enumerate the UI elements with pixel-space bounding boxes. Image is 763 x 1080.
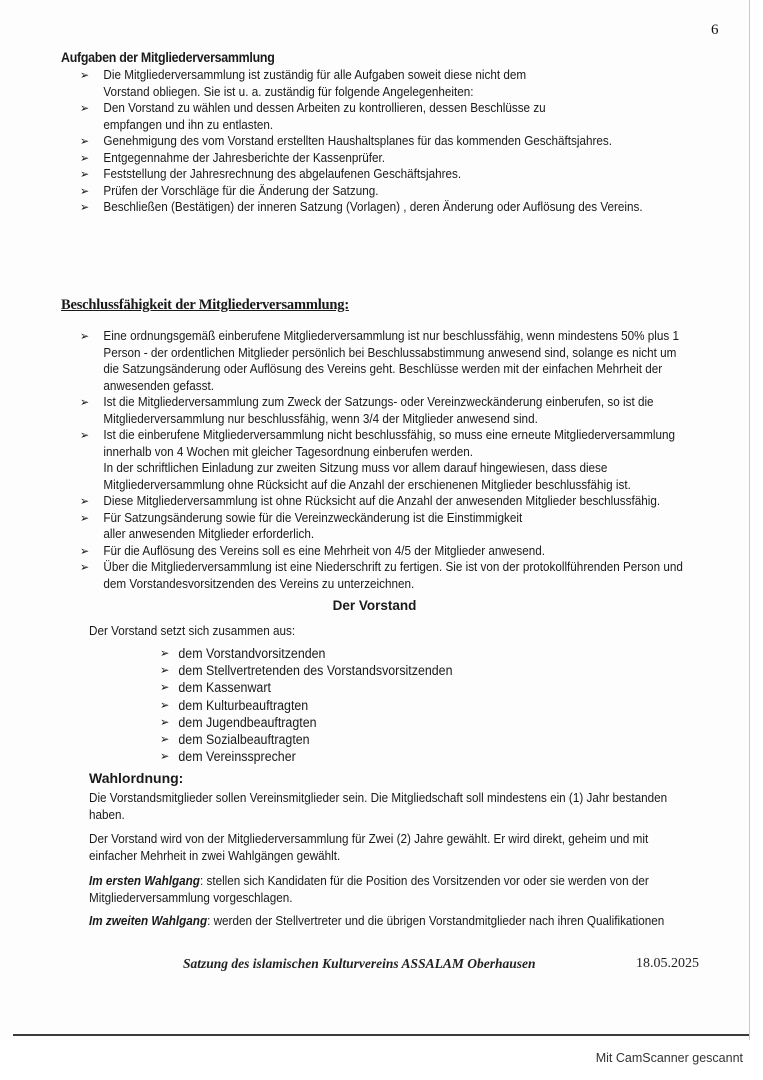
arrow-bullet-icon: ➢ <box>80 183 90 198</box>
arrow-bullet-icon: ➢ <box>160 663 170 678</box>
bullet-text-line: dem Vereinssprecher <box>178 749 296 765</box>
section-heading-tasks: Aufgaben der Mitgliederversammlung <box>61 50 275 65</box>
bullet-text-line: Eine ordnungsgemäß einberufene Mitgliederversammlung ist nur beschlussfähig, wenn mindestens 50% plus 1 <box>103 328 679 343</box>
bullet-text-line: Ist die Mitgliederversammlung zum Zweck der Satzungs- oder Vereinzweckänderung einberufen, so ist die <box>103 394 654 409</box>
bullet-item <box>80 100 643 133</box>
arrow-bullet-icon: ➢ <box>80 200 90 214</box>
footer-title: Satzung des islamischen Kulturvereins ASSALAM Oberhausen <box>183 956 536 971</box>
bullet-text-line: dem Sozialbeauftragten <box>178 732 310 748</box>
bullet-text-line: Vorstand obliegen. Sie ist u. a. zuständig für folgende Angelegenheiten: <box>103 83 474 99</box>
board-members-list <box>160 645 453 765</box>
section-heading-election: Wahlordnung: <box>89 770 184 786</box>
bullet-item <box>80 543 683 560</box>
bullet-text-line: Mitgliederversammlung ohne Rücksicht auf die Anzahl der erschienenen Mitglieder beschlussfähig ist. <box>103 476 631 492</box>
arrow-bullet-icon: ➢ <box>80 134 90 148</box>
bullet-text-line: Prüfen der Vorschläge für die Änderung der Satzung. <box>103 182 379 198</box>
arrow-bullet-icon: ➢ <box>80 329 90 343</box>
bullet-item <box>80 150 643 167</box>
bullet-text-line: In der schriftlichen Einladung zur zweiten Sitzung muss vor allem darauf hingewiesen, dass diese <box>103 460 608 475</box>
bullet-text-line: dem Kulturbeauftragten <box>178 697 309 713</box>
bullet-item <box>160 697 453 714</box>
bullet-text-line: Für Satzungsänderung sowie für die Vereinzweckänderung ist die Einstimmigkeit <box>103 509 523 525</box>
round-2-label: Im zweiten Wahlgang <box>89 913 208 928</box>
election-round-2: Im zweiten Wahlgang: werden der Stellvertreter und die übrigen Vorstandmitglieder nach ihren Qualifikationen <box>89 913 665 928</box>
bullet-item <box>160 662 453 679</box>
round-1-label: Im ersten Wahlgang <box>89 873 200 888</box>
bullet-text-line: Ist die einberufene Mitgliederversammlung nicht beschlussfähig, so muss eine erneute Mitgliederversammlung <box>103 427 676 442</box>
arrow-bullet-icon: ➢ <box>160 646 170 660</box>
arrow-bullet-icon: ➢ <box>80 428 90 442</box>
bullet-item <box>80 166 643 183</box>
page-number: 6 <box>711 22 719 38</box>
bullet-text-line: Genehmigung des vom Vorstand erstellten Haushaltsplanes für das kommenden Geschäftsjahres. <box>103 133 612 148</box>
tasks-list <box>80 67 643 216</box>
board-intro: Der Vorstand setzt sich zusammen aus: <box>89 623 296 638</box>
bullet-text-line: Mitgliederversammlung nur beschlussfähig, wenn 3/4 der Mitglieder anwesend sind. <box>103 410 538 426</box>
bullet-text-line: Feststellung der Jahresrechnung des abgelaufenen Geschäftsjahres. <box>103 166 462 181</box>
arrow-bullet-icon: ➢ <box>80 543 90 558</box>
footer-rule <box>13 1034 749 1036</box>
bullet-item <box>160 748 453 765</box>
election-round-1: Im ersten Wahlgang: stellen sich Kandidaten für die Position des Vorsitzenden vor oder sie werden von der Mitgliederversammlung vorgeschlagen. <box>89 873 649 905</box>
footer-date: 18.05.2025 <box>636 956 699 971</box>
bullet-text-line: Diese Mitgliederversammlung ist ohne Rücksicht auf die Anzahl der anwesenden Mitglieder beschlussfähig. <box>103 493 661 508</box>
arrow-bullet-icon: ➢ <box>160 749 170 764</box>
bullet-text-line: Beschließen (Bestätigen) der inneren Satzung (Vorlagen) , deren Änderung oder Auflösung des Vereins. <box>103 199 643 214</box>
bullet-item <box>80 67 643 100</box>
bullet-item <box>80 199 643 216</box>
bullet-text-line: dem Vorstandesvorsitzenden des Vereins zu unterzeichnen. <box>103 575 415 591</box>
bullet-item <box>80 133 643 150</box>
quorum-list <box>80 328 683 592</box>
camscanner-watermark: Mit CamScanner gescannt <box>595 1051 743 1065</box>
bullet-text-line: innerhalb von 4 Wochen mit gleicher Tagesordnung einberufen werden. <box>103 443 474 459</box>
bullet-text-line: Person - der ordentlichen Mitglieder persönlich bei Beschlussabstimmung anwesend sind, solange es nicht um <box>103 344 677 360</box>
bullet-text-line: Die Mitgliederversammlung ist zuständig für alle Aufgaben soweit diese nicht dem <box>103 67 527 82</box>
bullet-item <box>80 394 683 427</box>
bullet-item <box>160 645 453 662</box>
section-heading-board: Der Vorstand <box>332 598 417 613</box>
bullet-text-line: Für die Auflösung des Vereins soll es eine Mehrheit von 4/5 der Mitglieder anwesend. <box>103 542 546 558</box>
arrow-bullet-icon: ➢ <box>80 510 90 525</box>
bullet-text-line: Den Vorstand zu wählen und dessen Arbeiten zu kontrollieren, dessen Beschlüsse zu <box>103 100 546 115</box>
arrow-bullet-icon: ➢ <box>80 101 90 115</box>
arrow-bullet-icon: ➢ <box>80 68 90 82</box>
arrow-bullet-icon: ➢ <box>160 680 170 695</box>
section-heading-quorum: Beschlussfähigkeit der Mitgliederversammlung: <box>61 297 349 313</box>
bullet-text-line: dem Stellvertretenden des Vorstandsvorsitzenden <box>178 663 453 679</box>
arrow-bullet-icon: ➢ <box>160 714 170 729</box>
bullet-item <box>80 493 683 510</box>
bullet-item <box>160 731 453 748</box>
election-paragraph-2: Der Vorstand wird von der Mitgliederversammlung für Zwei (2) Jahre gewählt. Er wird direkt, geheim und mit einfacher Mehrheit in zwei Wahlgängen gewählt. <box>89 831 649 863</box>
bullet-item <box>80 183 643 200</box>
bullet-text-line: Entgegennahme der Jahresberichte der Kassenprüfer. <box>103 149 386 165</box>
bullet-text-line: dem Jugendbeauftragten <box>178 714 317 730</box>
arrow-bullet-icon: ➢ <box>80 167 90 181</box>
arrow-bullet-icon: ➢ <box>80 150 90 165</box>
bullet-item <box>80 559 683 592</box>
arrow-bullet-icon: ➢ <box>80 395 90 409</box>
arrow-bullet-icon: ➢ <box>80 494 90 508</box>
bullet-text-line: Über die Mitgliederversammlung ist eine Niederschrift zu fertigen. Sie ist von der protokollführenden Person und <box>103 559 683 574</box>
bullet-item <box>160 714 453 731</box>
bullet-text-line: empfangen und ihn zu entlasten. <box>103 116 274 132</box>
bullet-text-line: dem Kassenwart <box>178 680 271 696</box>
election-paragraph-1: Die Vorstandsmitglieder sollen Vereinsmitglieder sein. Die Mitgliedschaft soll mindestens ein (1) Jahr bestanden haben. <box>89 790 668 822</box>
bullet-item <box>80 328 683 394</box>
arrow-bullet-icon: ➢ <box>160 697 170 712</box>
bullet-text-line: dem Vorstandvorsitzenden <box>178 646 326 661</box>
arrow-bullet-icon: ➢ <box>80 560 90 574</box>
bullet-text-line: anwesenden gefasst. <box>103 377 214 393</box>
arrow-bullet-icon: ➢ <box>160 732 170 747</box>
bullet-item <box>80 510 683 543</box>
bullet-item <box>80 427 683 493</box>
bullet-item <box>160 679 453 696</box>
bullet-text-line: aller anwesenden Mitglieder erforderlich. <box>103 526 315 541</box>
bullet-text-line: die Satzungsänderung oder Auflösung des Vereins geht. Beschlüsse werden mit der einfachen Mehrheit der <box>103 361 663 376</box>
